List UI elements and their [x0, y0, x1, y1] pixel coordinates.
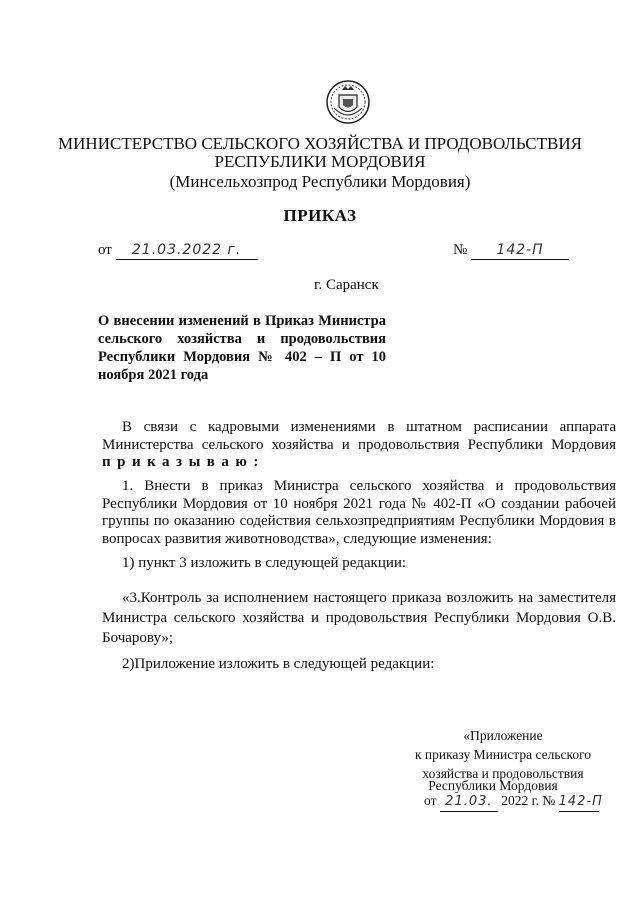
order-date-value: 21.03.2022 г.: [116, 243, 258, 260]
decree-word: приказываю:: [102, 454, 265, 470]
order-subject: О внесении изменений в Приказ Министра сельского хозяйства и продовольствия Республики Мордовия № 402 – П от 10 ноября 2021 года: [98, 313, 386, 383]
appendix-number-value: 142-П: [559, 795, 599, 812]
control-quote-paragraph: «3.Контроль за исполнением настоящего приказа возложить на заместителя Министра сельского хозяйства и продовольствия Республики Мордовия О.В. Бочарову»;: [102, 590, 616, 646]
appendix-year-text: 2022 г. №: [501, 793, 556, 808]
ministry-name-line2: РЕСПУБЛИКИ МОРДОВИЯ: [214, 152, 426, 171]
appendix-caption-line2: к приказу Министра сельского: [414, 747, 592, 762]
appendix-caption-line3: хозяйства и продовольствия: [422, 766, 584, 781]
order-date-row: [98, 242, 258, 260]
date-prefix: от: [98, 242, 112, 258]
ministry-name-line1: МИНИСТЕРСТВО СЕЛЬСКОГО ХОЗЯЙСТВА И ПРОДОВОЛЬСТВИЯ: [58, 134, 582, 153]
intro-text: В связи с кадровыми изменениями в штатном расписании аппарата Министерства сельского хозяйства и продовольствия Республики Мордовия: [102, 419, 616, 453]
subitem-1: 1) пункт 3 изложить в следующей редакции:: [122, 555, 407, 571]
appendix-caption-line1: «Приложение: [463, 728, 543, 743]
document-title: ПРИКАЗ: [283, 206, 357, 225]
order-number-row: [453, 242, 569, 260]
appendix-date-prefix: от: [424, 793, 437, 808]
item-1-paragraph: 1. Внести в приказ Министра сельского хозяйства и продовольствия Республики Мордовия от 10 ноября 2021 года № 402-П «О создании рабочей группы по оказанию содействия сельхозпредприятиям Республики Мордовия в вопросах развития животноводства», следующие изменения:: [102, 478, 616, 547]
number-prefix: №: [453, 242, 468, 258]
appendix-date-row: [424, 793, 603, 812]
subitem-2: 2)Приложение изложить в следующей редакции:: [122, 656, 435, 672]
city-name: г. Саранск: [314, 277, 379, 293]
intro-paragraph: [102, 419, 616, 472]
appendix-date-value: 21.03.: [440, 795, 498, 812]
coat-of-arms-emblem-icon: [324, 78, 372, 126]
order-number-value: 142-П: [471, 243, 569, 260]
appendix-caption-line4: Республики Мордовия: [428, 778, 558, 793]
ministry-short-name: (Минсельхозпрод Республики Мордовия): [169, 172, 471, 191]
